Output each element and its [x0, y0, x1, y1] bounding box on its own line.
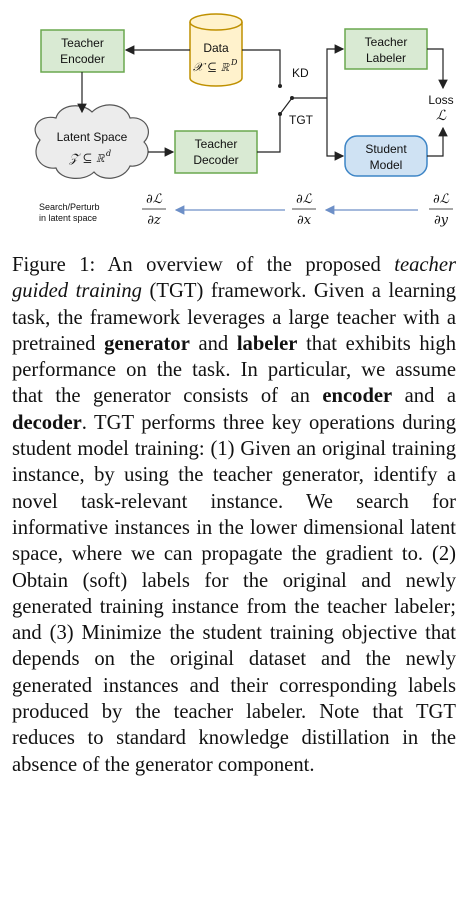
switch-contact-tgt — [278, 112, 282, 116]
search-perturb-line2: in latent space — [39, 213, 98, 223]
caption-text-3: and — [189, 332, 237, 355]
caption-text-6: . TGT performs three key operations during student model training: (1) Given an original training instance, by using the teacher generator, identify a novel task-relevant instance. We search for informative instances in the lower dimensional latent space, where we can propagate the gradient to. (2) Obtain (soft) labels for the original and newly generated training instance from the teacher labeler; and (3) Minimize the student training objective that depends on the original dataset and the newly generated instances and their corresponding labels produced by the teacher labeler. Note that TGT reduces to standard knowledge distillation in the absence of the generator component. — [12, 411, 456, 776]
teacher-labeler-line1: Teacher — [364, 35, 408, 49]
teacher-decoder-box — [175, 131, 257, 173]
grad-dx-denominator: ∂x — [296, 213, 312, 228]
latent-space-label: Latent Space — [56, 130, 128, 144]
teacher-labeler-line2: Labeler — [365, 51, 407, 65]
loss-label: Loss — [428, 93, 454, 107]
teacher-encoder-line1: Teacher — [61, 36, 104, 50]
to-student-arrow — [327, 98, 343, 156]
gradient-dl-dy — [429, 192, 453, 228]
data-label: Data — [203, 41, 229, 55]
data-to-switch-line — [242, 50, 280, 86]
gradient-dl-dx — [292, 192, 316, 228]
switch-pivot — [290, 96, 294, 100]
grad-dz-numerator: ∂ℒ — [145, 192, 163, 207]
latent-math: 𝒵 ⊆ ℝ — [69, 151, 105, 165]
decoder-to-switch-line — [257, 114, 280, 152]
loss-symbol: ℒ — [435, 108, 447, 124]
teacher-encoder-box — [41, 30, 124, 72]
data-math-superscript: D — [231, 58, 238, 67]
switch-lever — [280, 98, 292, 114]
student-to-loss-arrow — [427, 128, 443, 156]
student-model-line1: Student — [365, 142, 407, 156]
labeler-to-loss-arrow — [427, 49, 443, 88]
data-cylinder — [190, 14, 242, 86]
caption-label: Figure 1: — [12, 254, 96, 276]
grad-dx-numerator: ∂ℒ — [295, 192, 313, 207]
grad-dz-denominator: ∂z — [147, 213, 161, 228]
switch-contact-kd — [278, 84, 282, 88]
caption-bold-encoder: encoder — [322, 385, 393, 408]
gradient-dl-dz — [142, 192, 166, 228]
latent-space-cloud — [35, 105, 148, 179]
data-math: 𝒳 ⊆ ℝ — [192, 60, 230, 74]
tgt-framework-diagram — [0, 0, 471, 245]
student-model-box — [345, 136, 427, 176]
caption-text-4: that exhibits high performance on the task. In particular, we assume that the generator consists of an — [12, 332, 456, 408]
student-model-line2: Model — [369, 158, 403, 172]
caption-text-5: and a — [392, 385, 456, 408]
caption-italic-tgt: teacher guided training — [12, 254, 457, 303]
caption-text-2: (TGT) framework. Given a learning task, the framework leverages a large teacher with a pretrained — [12, 280, 456, 355]
grad-dy-denominator: ∂y — [433, 213, 449, 228]
tgt-label: TGT — [289, 113, 313, 127]
latent-math-superscript: d — [106, 149, 112, 158]
teacher-decoder-line1: Teacher — [194, 137, 238, 151]
teacher-encoder-line2: Encoder — [60, 52, 105, 66]
caption-bold-decoder: decoder — [12, 411, 82, 434]
to-labeler-arrow — [327, 49, 343, 98]
teacher-labeler-box — [345, 29, 427, 69]
kd-label: KD — [292, 66, 309, 80]
grad-dy-numerator: ∂ℒ — [432, 192, 450, 207]
caption-bold-generator: generator — [104, 332, 190, 355]
caption-text-1: An overview of the proposed — [95, 254, 395, 276]
teacher-decoder-line2: Decoder — [193, 153, 239, 167]
caption-bold-labeler: labeler — [236, 332, 298, 355]
figure-caption — [12, 252, 456, 778]
search-perturb-line1: Search/Perturb — [39, 202, 100, 212]
